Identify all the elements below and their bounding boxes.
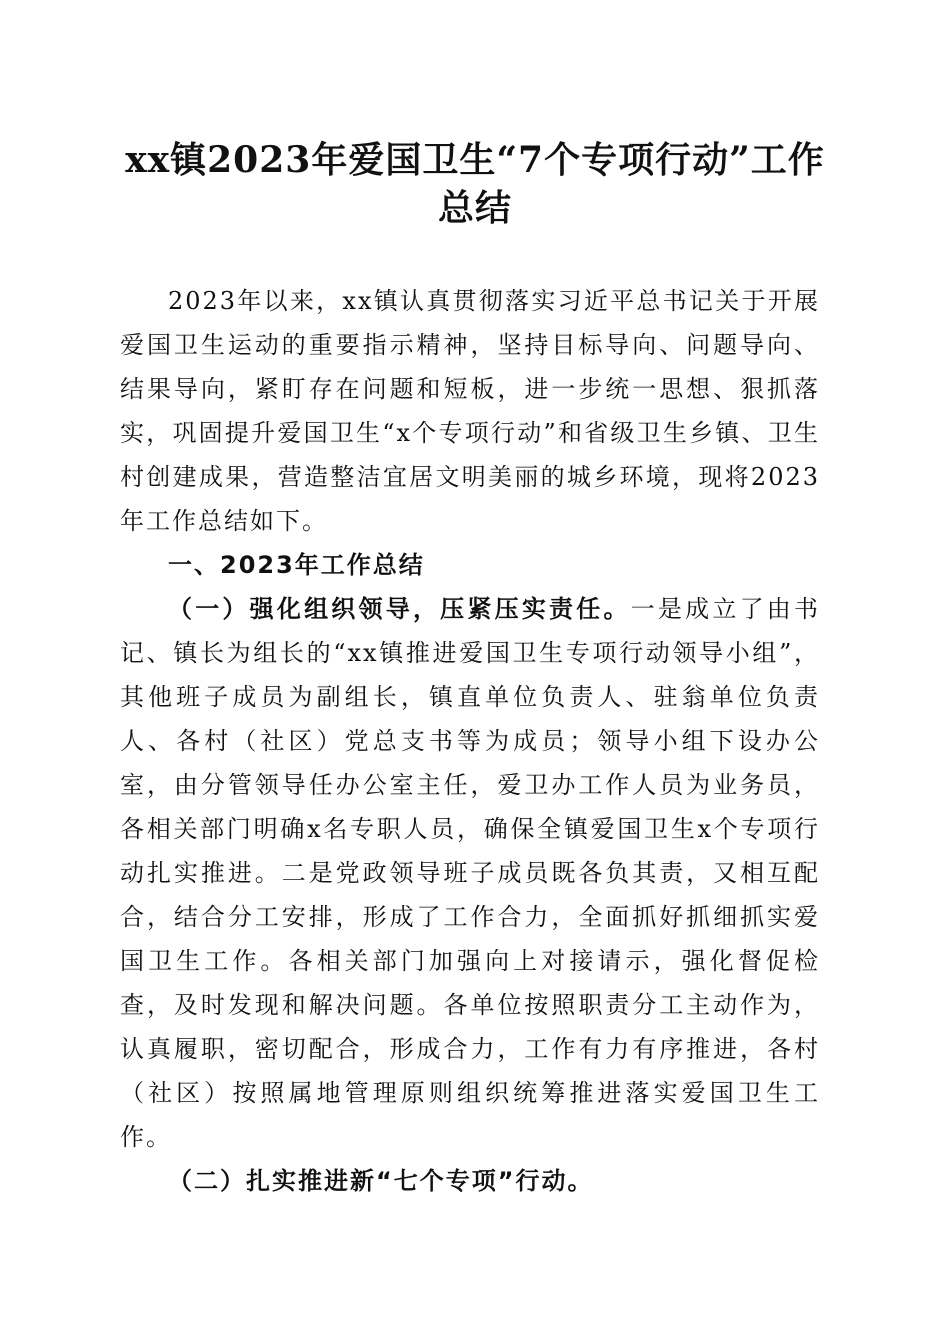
section-heading-1: 一、2023年工作总结 <box>168 551 425 579</box>
subsection-1-text: 一是成立了由书记、镇长为组长的“xx镇推进爱国卫生专项行动领导小组”，其他班子成员为副组长，镇直单位负责人、驻翁单位负责人、各村（社区）党总支书等为成员；领导小组下设办公室，由分管领导任办公室主任，爱卫办工作人员为业务员，各相关部门明确x名专职人员，确保全镇爱国卫生x个专项行动扎实推进。二是党政领导班子成员既各负其责，又相互配合，结合分工安排，形成了工作合力，全面抓好抓细抓实爱国卫生工作。各相关部门加强向上对接请示，强化督促检查，及时发现和解决问题。各单位按照职责分工主动作为，认真履职，密切配合，形成合力，工作有力有序推进，各村（社区）按照属地管理原则组织统筹推进落实爱国卫生工作。 <box>120 595 821 1151</box>
document-body <box>120 279 820 1203</box>
subsection-2-heading: （二）扎实推进新“七个专项”行动。 <box>168 1167 594 1195</box>
document-title <box>95 136 855 232</box>
subsection-1-heading: （一）强化组织领导，压紧压实责任。 <box>168 595 631 623</box>
subsection-2-paragraph <box>120 1159 820 1203</box>
intro-paragraph: 2023年以来，xx镇认真贯彻落实习近平总书记关于开展爱国卫生运动的重要指示精神，坚持目标导向、问题导向、结果导向，紧盯存在问题和短板，进一步统一思想、狠抓落实，巩固提升爱国卫生“x个专项行动”和省级卫生乡镇、卫生村创建成果，营造整洁宜居文明美丽的城乡环境，现将2023年工作总结如下。 <box>120 287 820 535</box>
subsection-1-paragraph <box>120 587 820 1159</box>
title-line-2: 总结 <box>437 187 512 229</box>
title-line-1: xx镇2023年爱国卫生“7个专项行动”工作 <box>125 139 825 181</box>
